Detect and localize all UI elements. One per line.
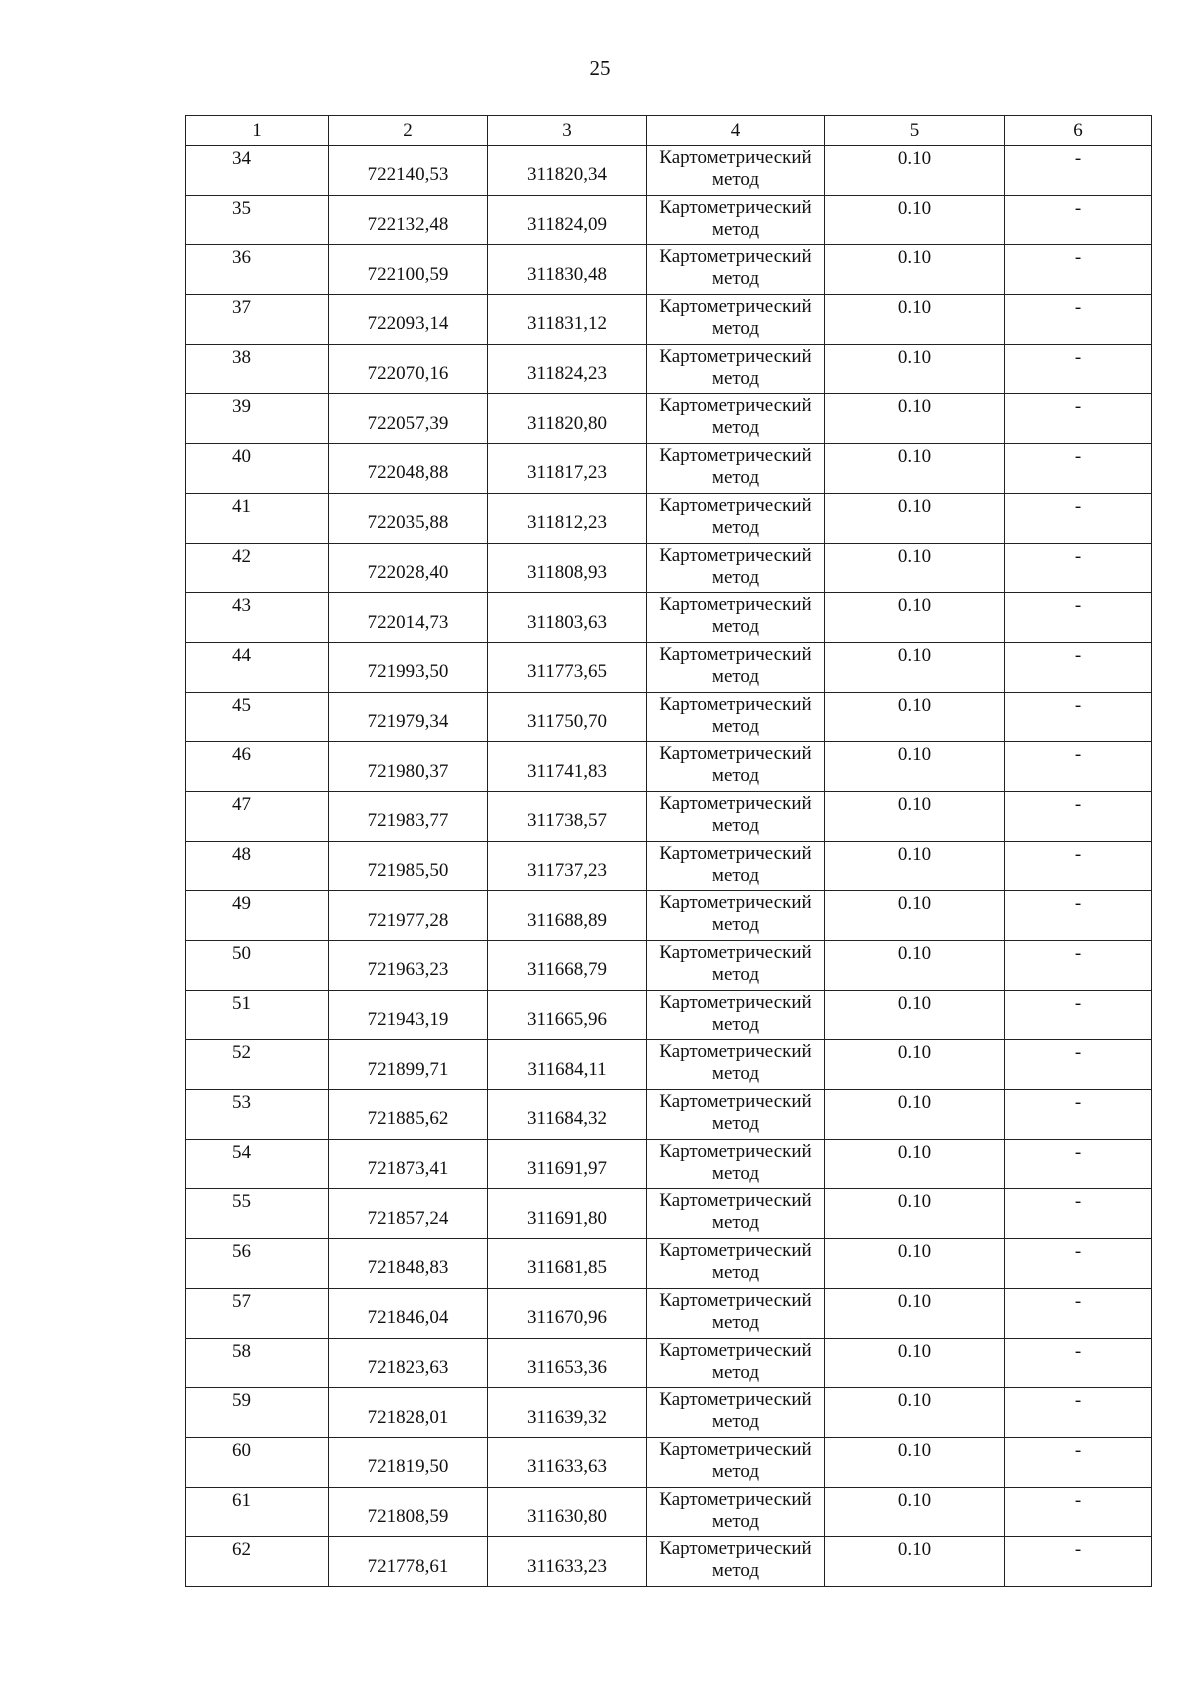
method-line-2: метод (711, 1560, 760, 1582)
point-number: 38 (186, 344, 329, 394)
coordinate-x: 721963,23 (329, 941, 488, 991)
point-description: - (1005, 841, 1152, 891)
method-line-2: метод (711, 218, 760, 240)
point-description: - (1005, 195, 1152, 245)
method-cell (647, 444, 825, 494)
table-row (186, 245, 1152, 295)
coordinate-y: 311691,97 (488, 1139, 647, 1189)
method-cell (647, 692, 825, 742)
table-row (186, 1437, 1152, 1487)
point-description: - (1005, 1090, 1152, 1140)
table-row (186, 841, 1152, 891)
coordinate-y: 311741,83 (488, 742, 647, 792)
method-line-2: метод (711, 169, 760, 190)
table-row (186, 1090, 1152, 1140)
method-line-1: Картометрический (659, 544, 812, 566)
method-line-2: метод (711, 1311, 760, 1333)
method-line-1: Картометрический (659, 594, 812, 616)
method-line-1: Картометрический (659, 494, 812, 516)
coordinate-y: 311681,85 (488, 1239, 647, 1289)
accuracy-value: 0.10 (825, 394, 1005, 444)
method-cell (647, 295, 825, 345)
coordinate-y: 311820,34 (488, 146, 647, 196)
method-cell (647, 593, 825, 643)
table-row (186, 543, 1152, 593)
point-number: 36 (186, 245, 329, 295)
method-line-2: метод (711, 616, 760, 638)
coordinate-x: 721778,61 (329, 1537, 488, 1587)
method-line-2: метод (711, 1262, 760, 1284)
method-line-1: Картометрический (659, 1339, 812, 1361)
table-row (186, 295, 1152, 345)
method-line-1: Картометрический (659, 1041, 812, 1063)
point-description: - (1005, 444, 1152, 494)
point-number: 61 (186, 1487, 329, 1537)
table-row (186, 941, 1152, 991)
table-row (186, 1288, 1152, 1338)
point-description: - (1005, 1388, 1152, 1438)
method-cell (647, 891, 825, 941)
method-line-2: метод (711, 467, 760, 489)
method-line-1: Картометрический (659, 246, 812, 268)
accuracy-value: 0.10 (825, 146, 1005, 196)
point-number: 41 (186, 493, 329, 543)
point-description: - (1005, 1338, 1152, 1388)
accuracy-value: 0.10 (825, 742, 1005, 792)
point-description: - (1005, 146, 1152, 196)
method-cell (647, 245, 825, 295)
coordinate-x: 721846,04 (329, 1288, 488, 1338)
table-row (186, 146, 1152, 196)
method-cell (647, 1090, 825, 1140)
point-number: 60 (186, 1437, 329, 1487)
method-line-2: метод (711, 964, 760, 985)
method-line-1: Картометрический (659, 892, 812, 914)
coordinate-y: 311820,80 (488, 394, 647, 444)
coordinate-x: 721873,41 (329, 1139, 488, 1189)
coordinate-y: 311824,23 (488, 344, 647, 394)
method-line-2: метод (711, 367, 760, 389)
accuracy-value: 0.10 (825, 245, 1005, 295)
column-header: 2 (329, 116, 488, 146)
table-row (186, 1537, 1152, 1587)
coordinate-y: 311830,48 (488, 245, 647, 295)
method-line-2: метод (711, 1162, 760, 1184)
method-cell (647, 1288, 825, 1338)
point-number: 44 (186, 642, 329, 692)
method-cell (647, 543, 825, 593)
coordinate-x: 721819,50 (329, 1437, 488, 1487)
method-line-1: Картометрический (659, 1488, 812, 1510)
column-header: 6 (1005, 116, 1152, 146)
coordinate-x: 721979,34 (329, 692, 488, 742)
coordinate-x: 721899,71 (329, 1040, 488, 1090)
method-cell (647, 146, 825, 196)
point-description: - (1005, 593, 1152, 643)
accuracy-value: 0.10 (825, 1388, 1005, 1438)
table-row (186, 742, 1152, 792)
point-description: - (1005, 941, 1152, 991)
coordinate-y: 311653,36 (488, 1338, 647, 1388)
accuracy-value: 0.10 (825, 593, 1005, 643)
coordinates-table (185, 115, 1152, 1587)
coordinate-y: 311633,63 (488, 1437, 647, 1487)
point-description: - (1005, 742, 1152, 792)
coordinate-y: 311688,89 (488, 891, 647, 941)
point-description: - (1005, 344, 1152, 394)
table-header (186, 116, 1152, 146)
accuracy-value: 0.10 (825, 841, 1005, 891)
point-number: 58 (186, 1338, 329, 1388)
method-cell (647, 1487, 825, 1537)
coordinate-y: 311737,23 (488, 841, 647, 891)
table-row (186, 195, 1152, 245)
point-description: - (1005, 1537, 1152, 1587)
table-row (186, 493, 1152, 543)
point-description: - (1005, 1189, 1152, 1239)
coordinate-x: 722070,16 (329, 344, 488, 394)
point-description: - (1005, 642, 1152, 692)
table-row (186, 1338, 1152, 1388)
column-header: 5 (825, 116, 1005, 146)
coordinate-x: 721848,83 (329, 1239, 488, 1289)
method-line-2: метод (711, 318, 760, 340)
coordinate-y: 311668,79 (488, 941, 647, 991)
accuracy-value: 0.10 (825, 1090, 1005, 1140)
method-cell (647, 1239, 825, 1289)
coordinate-y: 311684,32 (488, 1090, 647, 1140)
table-row (186, 394, 1152, 444)
accuracy-value: 0.10 (825, 1487, 1005, 1537)
method-cell (647, 394, 825, 444)
point-number: 50 (186, 941, 329, 991)
point-number: 53 (186, 1090, 329, 1140)
accuracy-value: 0.10 (825, 1288, 1005, 1338)
point-description: - (1005, 543, 1152, 593)
table-row (186, 990, 1152, 1040)
coordinate-y: 311817,23 (488, 444, 647, 494)
method-line-1: Картометрический (659, 991, 812, 1013)
coordinate-y: 311630,80 (488, 1487, 647, 1537)
method-line-1: Картометрический (659, 196, 812, 218)
method-line-1: Картометрический (659, 345, 812, 367)
coordinate-x: 721857,24 (329, 1189, 488, 1239)
method-line-2: метод (711, 715, 760, 737)
coordinate-y: 311831,12 (488, 295, 647, 345)
point-number: 59 (186, 1388, 329, 1438)
accuracy-value: 0.10 (825, 1239, 1005, 1289)
point-number: 48 (186, 841, 329, 891)
accuracy-value: 0.10 (825, 791, 1005, 841)
column-header: 3 (488, 116, 647, 146)
method-line-1: Картометрический (659, 1389, 812, 1411)
method-line-2: метод (711, 1063, 760, 1085)
accuracy-value: 0.10 (825, 1437, 1005, 1487)
method-line-1: Картометрический (659, 942, 812, 963)
point-number: 56 (186, 1239, 329, 1289)
method-line-1: Картометрический (659, 395, 812, 417)
method-line-1: Картометрический (659, 743, 812, 765)
coordinate-x: 721977,28 (329, 891, 488, 941)
method-line-2: метод (711, 1460, 760, 1482)
accuracy-value: 0.10 (825, 543, 1005, 593)
coordinate-x: 721823,63 (329, 1338, 488, 1388)
method-line-2: метод (711, 566, 760, 588)
coordinate-y: 311824,09 (488, 195, 647, 245)
coordinate-x: 722048,88 (329, 444, 488, 494)
coordinate-y: 311812,23 (488, 493, 647, 543)
point-description: - (1005, 692, 1152, 742)
method-line-1: Картометрический (659, 1289, 812, 1311)
table-row (186, 642, 1152, 692)
coordinate-x: 721885,62 (329, 1090, 488, 1140)
method-line-1: Картометрический (659, 445, 812, 467)
method-cell (647, 1040, 825, 1090)
method-cell (647, 1338, 825, 1388)
table-row (186, 444, 1152, 494)
method-line-1: Картометрический (659, 1538, 812, 1560)
table-row (186, 1239, 1152, 1289)
method-line-2: метод (711, 417, 760, 439)
accuracy-value: 0.10 (825, 1189, 1005, 1239)
method-cell (647, 1388, 825, 1438)
column-header: 4 (647, 116, 825, 146)
accuracy-value: 0.10 (825, 444, 1005, 494)
table-row (186, 791, 1152, 841)
header-row (186, 116, 1152, 146)
point-number: 57 (186, 1288, 329, 1338)
table-body (186, 146, 1152, 1587)
point-description: - (1005, 990, 1152, 1040)
method-cell (647, 493, 825, 543)
point-description: - (1005, 1139, 1152, 1189)
method-line-2: метод (711, 1361, 760, 1383)
point-number: 45 (186, 692, 329, 742)
coordinate-x: 721980,37 (329, 742, 488, 792)
point-description: - (1005, 493, 1152, 543)
accuracy-value: 0.10 (825, 642, 1005, 692)
method-line-1: Картометрический (659, 1140, 812, 1162)
table-row (186, 692, 1152, 742)
table-row (186, 1189, 1152, 1239)
method-line-2: метод (711, 516, 760, 538)
coordinate-x: 721985,50 (329, 841, 488, 891)
method-cell (647, 990, 825, 1040)
accuracy-value: 0.10 (825, 941, 1005, 991)
coordinate-y: 311803,63 (488, 593, 647, 643)
coordinate-x: 722057,39 (329, 394, 488, 444)
point-number: 54 (186, 1139, 329, 1189)
point-number: 52 (186, 1040, 329, 1090)
coordinate-y: 311684,11 (488, 1040, 647, 1090)
method-cell (647, 1139, 825, 1189)
method-line-2: метод (711, 1013, 760, 1035)
coordinate-x: 721993,50 (329, 642, 488, 692)
coordinate-y: 311639,32 (488, 1388, 647, 1438)
method-line-1: Картометрический (659, 1438, 812, 1460)
method-line-1: Картометрический (659, 693, 812, 715)
point-number: 35 (186, 195, 329, 245)
accuracy-value: 0.10 (825, 1338, 1005, 1388)
accuracy-value: 0.10 (825, 1040, 1005, 1090)
point-description: - (1005, 295, 1152, 345)
coordinate-x: 721828,01 (329, 1388, 488, 1438)
method-cell (647, 195, 825, 245)
accuracy-value: 0.10 (825, 891, 1005, 941)
method-line-2: метод (711, 1113, 760, 1135)
table-row (186, 1388, 1152, 1438)
table-row (186, 593, 1152, 643)
coordinate-x: 722028,40 (329, 543, 488, 593)
accuracy-value: 0.10 (825, 344, 1005, 394)
table-row (186, 1139, 1152, 1189)
method-cell (647, 1189, 825, 1239)
point-description: - (1005, 1288, 1152, 1338)
coordinate-y: 311670,96 (488, 1288, 647, 1338)
coordinate-x: 722035,88 (329, 493, 488, 543)
table-row (186, 1487, 1152, 1537)
method-line-1: Картометрический (659, 643, 812, 665)
point-description: - (1005, 245, 1152, 295)
point-description: - (1005, 1487, 1152, 1537)
method-cell (647, 642, 825, 692)
point-number: 42 (186, 543, 329, 593)
point-number: 62 (186, 1537, 329, 1587)
point-description: - (1005, 1239, 1152, 1289)
method-line-2: метод (711, 1510, 760, 1532)
point-number: 47 (186, 791, 329, 841)
method-line-2: метод (711, 914, 760, 936)
coordinate-x: 722140,53 (329, 146, 488, 196)
method-cell (647, 1437, 825, 1487)
method-line-2: метод (711, 864, 760, 886)
method-line-1: Картометрический (659, 842, 812, 864)
accuracy-value: 0.10 (825, 990, 1005, 1040)
coordinate-y: 311691,80 (488, 1189, 647, 1239)
accuracy-value: 0.10 (825, 692, 1005, 742)
method-line-2: метод (711, 268, 760, 290)
coordinate-x: 721943,19 (329, 990, 488, 1040)
point-number: 37 (186, 295, 329, 345)
coordinate-x: 721808,59 (329, 1487, 488, 1537)
method-line-1: Картометрический (659, 147, 812, 168)
table-row (186, 344, 1152, 394)
point-description: - (1005, 791, 1152, 841)
accuracy-value: 0.10 (825, 1139, 1005, 1189)
accuracy-value: 0.10 (825, 195, 1005, 245)
method-cell (647, 1537, 825, 1587)
point-description: - (1005, 394, 1152, 444)
method-line-1: Картометрический (659, 1190, 812, 1212)
point-description: - (1005, 1040, 1152, 1090)
method-line-2: метод (711, 1212, 760, 1234)
table-row (186, 1040, 1152, 1090)
method-line-2: метод (711, 665, 760, 687)
method-cell (647, 344, 825, 394)
point-number: 51 (186, 990, 329, 1040)
coordinate-y: 311738,57 (488, 791, 647, 841)
method-line-1: Картометрический (659, 296, 812, 318)
method-cell (647, 941, 825, 991)
coordinate-x: 722100,59 (329, 245, 488, 295)
point-number: 40 (186, 444, 329, 494)
method-line-2: метод (711, 814, 760, 836)
point-number: 55 (186, 1189, 329, 1239)
point-description: - (1005, 1437, 1152, 1487)
point-number: 39 (186, 394, 329, 444)
column-header: 1 (186, 116, 329, 146)
coordinate-y: 311773,65 (488, 642, 647, 692)
point-number: 49 (186, 891, 329, 941)
method-cell (647, 791, 825, 841)
method-line-2: метод (711, 1411, 760, 1433)
coordinate-x: 721983,77 (329, 791, 488, 841)
method-cell (647, 841, 825, 891)
coordinate-x: 722132,48 (329, 195, 488, 245)
table-row (186, 891, 1152, 941)
coordinate-y: 311665,96 (488, 990, 647, 1040)
accuracy-value: 0.10 (825, 493, 1005, 543)
point-description: - (1005, 891, 1152, 941)
coordinate-y: 311750,70 (488, 692, 647, 742)
method-line-1: Картометрический (659, 1091, 812, 1113)
coordinate-x: 722014,73 (329, 593, 488, 643)
coordinate-y: 311808,93 (488, 543, 647, 593)
accuracy-value: 0.10 (825, 295, 1005, 345)
method-line-1: Картометрический (659, 792, 812, 814)
accuracy-value: 0.10 (825, 1537, 1005, 1587)
page-number: 25 (589, 56, 611, 80)
point-number: 43 (186, 593, 329, 643)
method-cell (647, 742, 825, 792)
coordinate-y: 311633,23 (488, 1537, 647, 1587)
point-number: 46 (186, 742, 329, 792)
point-number: 34 (186, 146, 329, 196)
coordinate-x: 722093,14 (329, 295, 488, 345)
method-line-1: Картометрический (659, 1240, 812, 1262)
method-line-2: метод (711, 765, 760, 787)
